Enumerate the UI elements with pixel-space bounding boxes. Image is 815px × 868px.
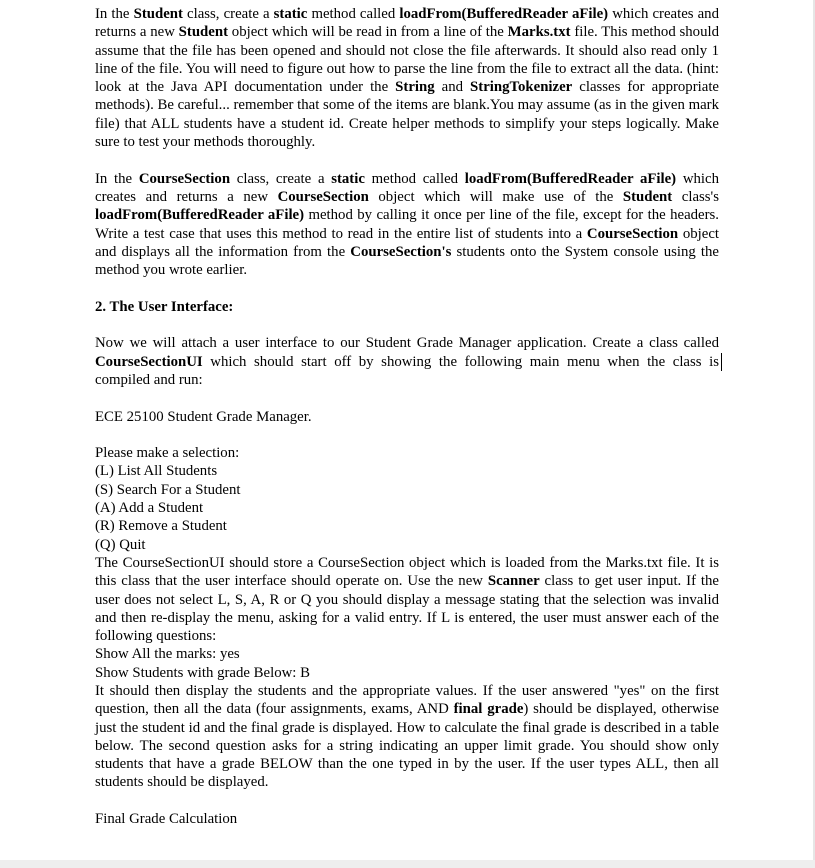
paragraph-student-loadfrom: In the Student class, create a static method called loadFrom(BufferedReader aFile) which creates and returns a new Student object which will be read in from a line of the Marks.txt file. This method should assume that the file has been opened and should not close the file afterwards. It should also read only 1 line of the file. You will need to figure out how to parse the line from the file to extract all the data. (hint: look at the Java API documentation under the String and StringTokenizer classes for appropriate methods). Be careful... remember that some of the items are blank.You may assume (as in the given mark file) that ALL students have a student id. Create helper methods to simplify your steps logically. Make sure to test your methods thoroughly. (95, 6, 719, 151)
question-show-marks: Show All the marks: yes (95, 646, 240, 663)
menu-item-quit: (Q) Quit (95, 536, 146, 553)
question-grade-below: Show Students with grade Below: B (95, 664, 310, 681)
menu-item-search: (S) Search For a Student (95, 481, 241, 498)
menu-item-add: (A) Add a Student (95, 500, 204, 517)
final-grade-heading: Final Grade Calculation (95, 811, 238, 828)
section-heading: 2. The User Interface: (95, 298, 234, 315)
menu-item-remove: (R) Remove a Student (95, 518, 227, 535)
menu-item-list: (L) List All Students (95, 463, 218, 480)
paragraph-user-interface: Now we will attach a user interface to our Student Grade Manager application. Create a class called CourseSectionUI which should start off by showing the following main menu when the class is compiled and run: (95, 335, 719, 388)
text-cursor (721, 353, 722, 371)
menu-prompt: Please make a selection: (95, 445, 240, 462)
paragraph-ui-behavior: The CourseSectionUI should store a CourseSection object which is loaded from the Marks.txt file. It is this class that the user interface should operate on. Use the new Scanner class to get user input. If the user does not select L, S, A, R or Q you should display a message stating that the selection was invalid and then re-display the menu, asking for a valid entry. If L is entered, the user must answer each of the following questions: (95, 554, 719, 645)
menu-title: ECE 25100 Student Grade Manager. (95, 408, 312, 425)
document-body (95, 5, 719, 828)
paragraph-coursesection-loadfrom: In the CourseSection class, create a static method called loadFrom(BufferedReader aFile) which creates and returns a new CourseSection object which will make use of the Student class's loadFrom(BufferedReader aFile) method by calling it once per line of the file, except for the headers. Write a test case that uses this method to read in the entire list of students into a CourseSection object and displays all the information from the CourseSection's students onto the System console using the method you wrote earlier. (95, 170, 720, 279)
paragraph-display-rules: It should then display the students and the appropriate values. If the user answered "yes" on the first question, then all the data (four assignments, exams, AND final grade) should be displayed, otherwise just the student id and the final grade is displayed. How to calculate the final grade is described in a table below. The second question asks for a string indicating an upper limit grade. You should show only students that have a grade BELOW than the one typed in by the user. If the user types ALL, then all students should be displayed. (95, 682, 719, 791)
page-bottom-band (0, 860, 815, 868)
